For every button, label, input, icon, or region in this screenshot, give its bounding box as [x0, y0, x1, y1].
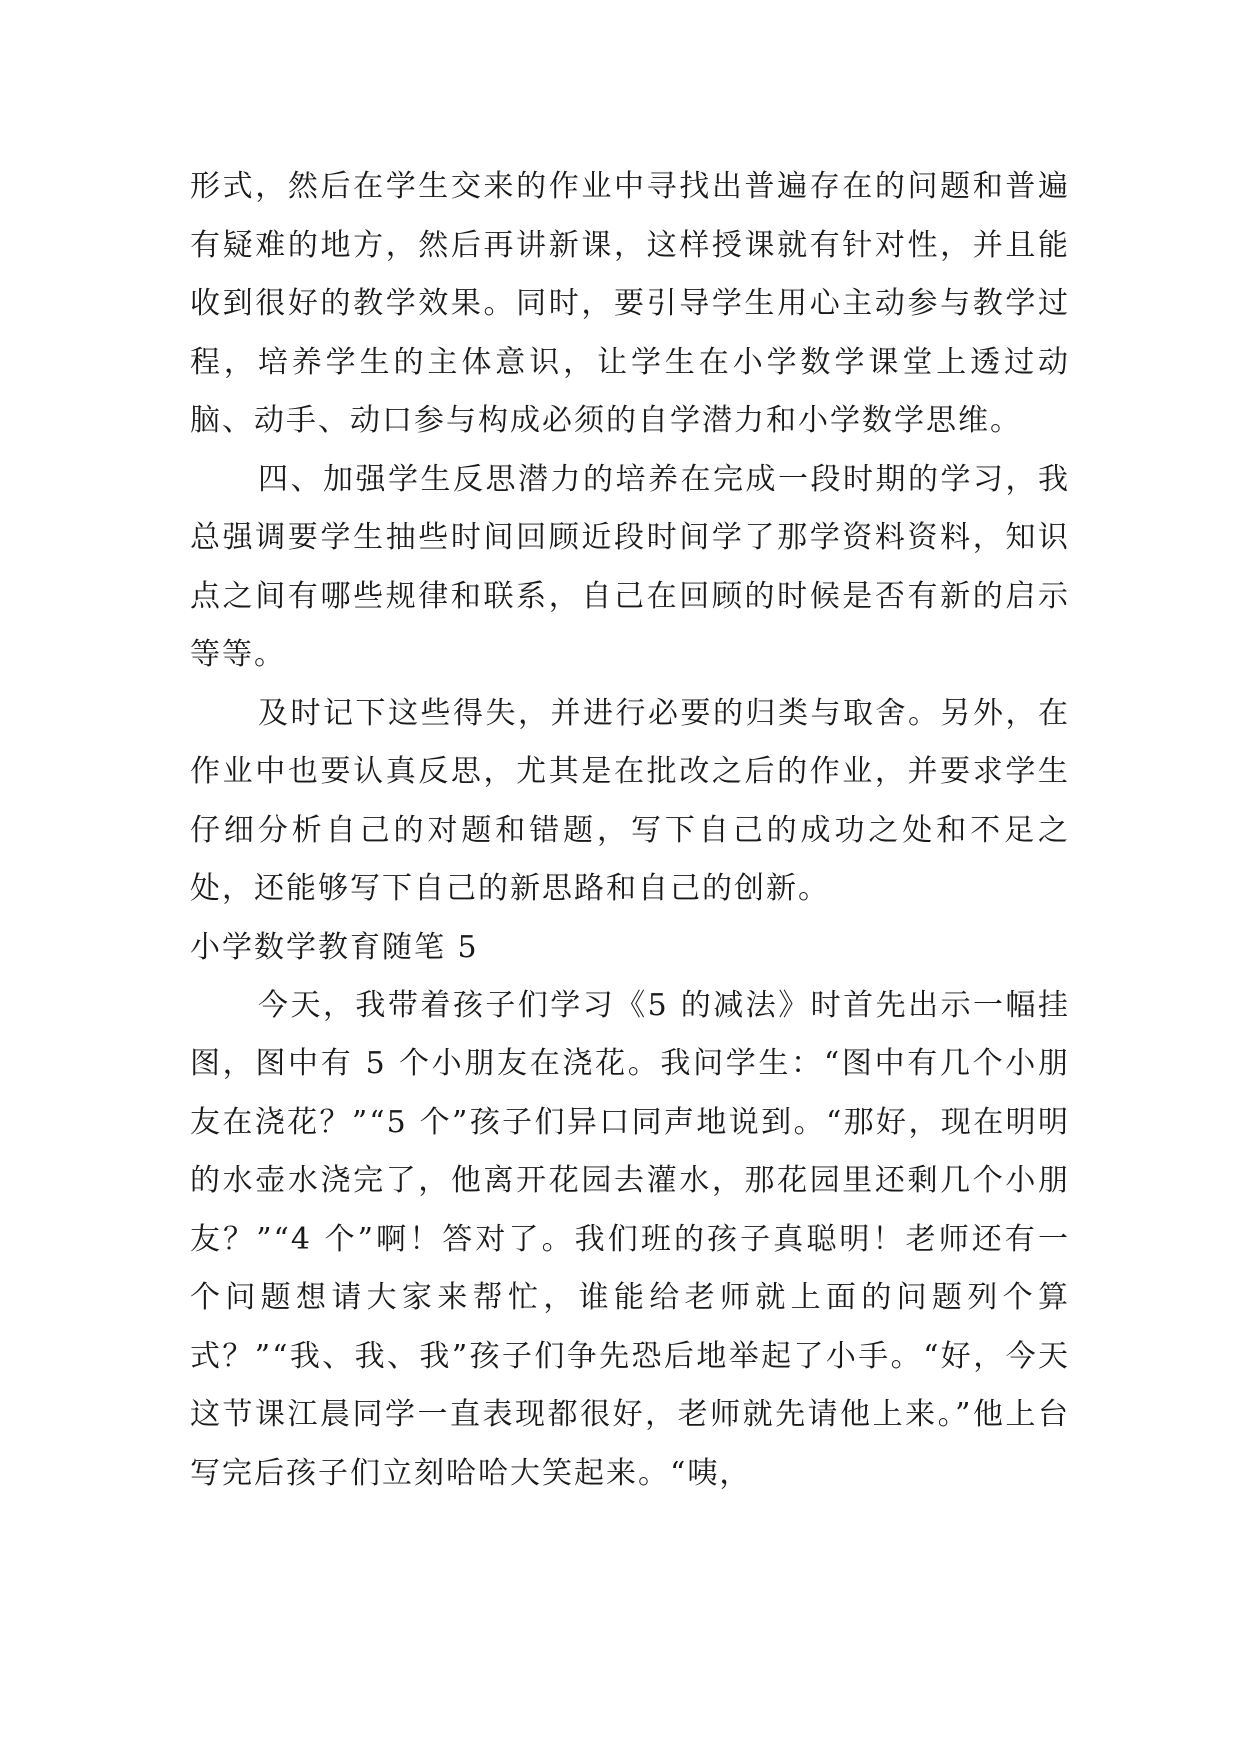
document-page [190, 158, 1070, 1503]
section-heading: 小学数学教育随笔 5 [190, 929, 479, 965]
paragraph-continuation: 形式，然后在学生交来的作业中寻找出普遍存在的问题和普遍有疑难的地方，然后再讲新课，这样授课就有针对性，并且能收到很好的教学效果。同时，要引导学生用心主动参与教学过程，培养学生的主体意识，让学生在小学数学课堂上透过动脑、动手、动口参与构成必须的自学潜力和小学数学思维。 [190, 169, 1070, 438]
paragraph-reflection-ability: 四、加强学生反思潜力的培养在完成一段时期的学习，我总强调要学生抽些时间回顾近段时间学了那学资料资料，知识点之间有哪些规律和联系，自己在回顾的时候是否有新的启示等等。 [190, 461, 1070, 672]
paragraph-record-gains-losses: 及时记下这些得失，并进行必要的归类与取舍。另外，在作业中也要认真反思，尤其是在批改之后的作业，并要求学生仔细分析自己的对题和错题，写下自己的成功之处和不足之处，还能够写下自己的新思路和自己的创新。 [190, 695, 1070, 906]
paragraph-subtraction-lesson: 今天，我带着孩子们学习《5 的减法》时首先出示一幅挂图，图中有 5 个小朋友在浇花。我问学生：“图中有几个小朋友在浇花？”“5 个”孩子们异口同声地说到。“那好，现在明明的水壶水浇完了，他离开花园去灌水，那花园里还剩几个小朋友？”“4 个”啊！答对了。我们班的孩子真聪明！老师还有一个问题想请大家来帮忙，谁能给老师就上面的问题列个算式？”“我、我、我”孩子们争先恐后地举起了小手。“好，今天这节课江晨同学一直表现都很好，老师就先请他上来。”他上台写完后孩子们立刻哈哈大笑起来。“咦， [190, 987, 1070, 1491]
